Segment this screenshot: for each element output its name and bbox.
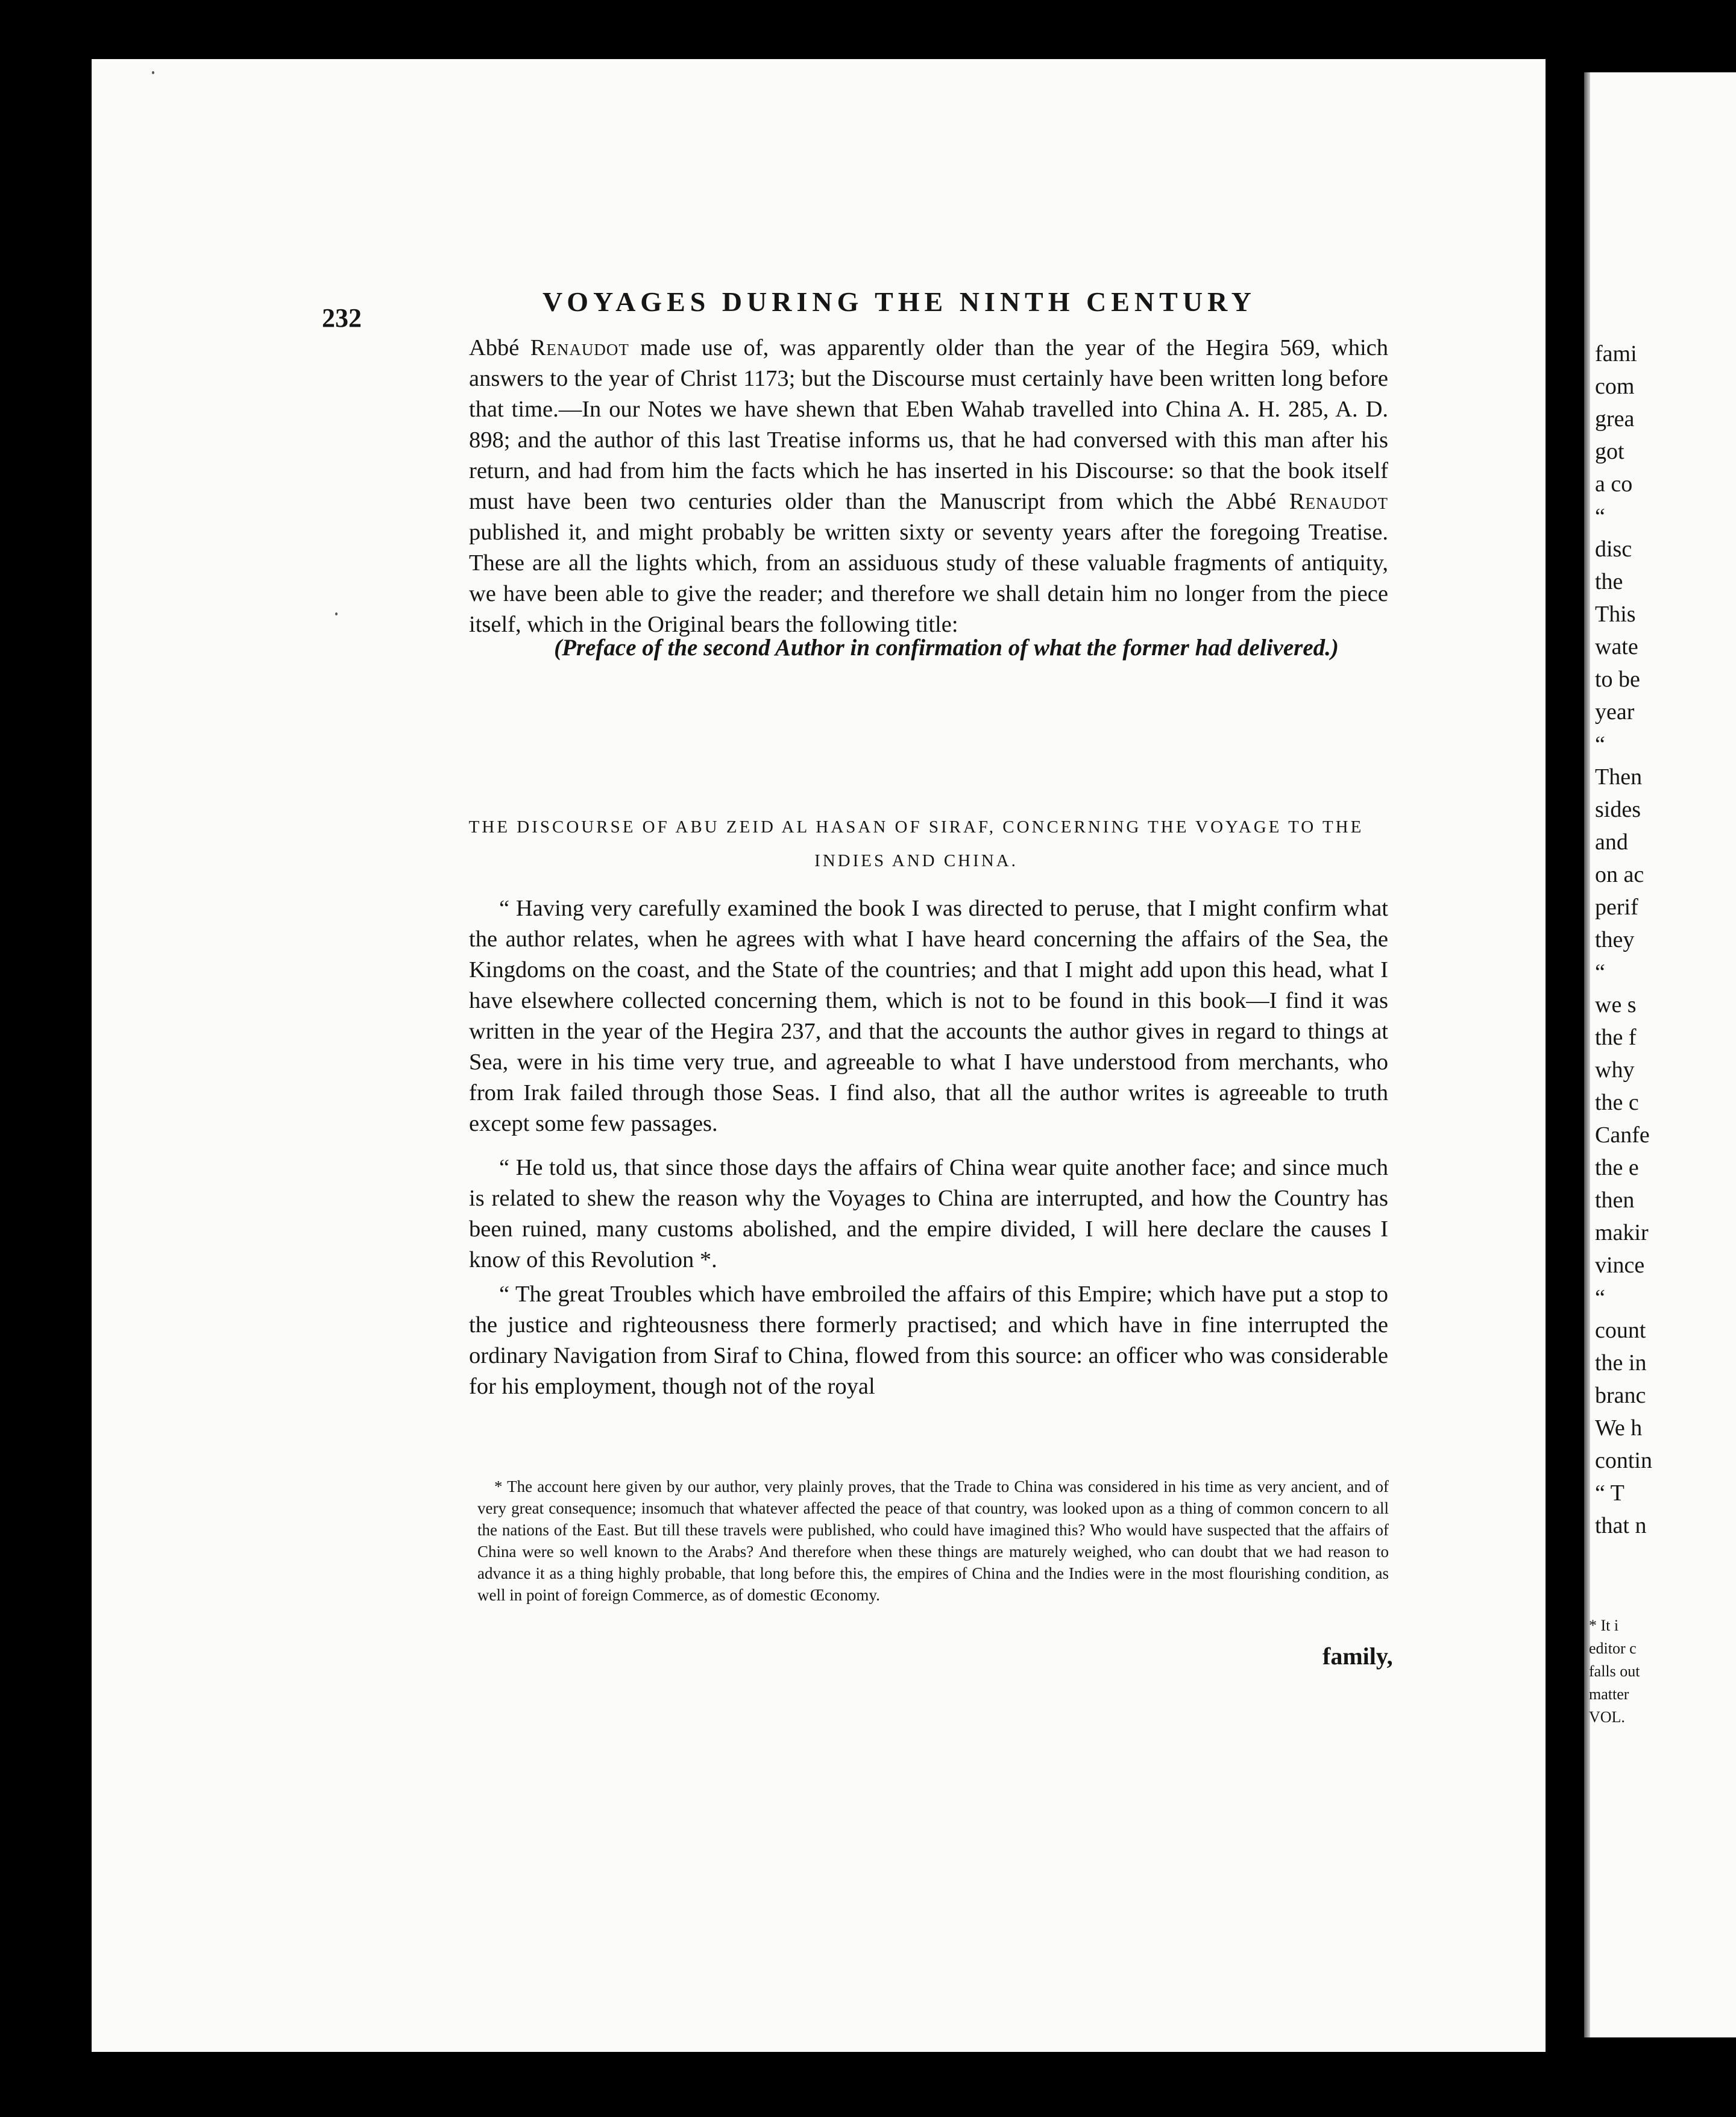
facing-page-line: year bbox=[1595, 699, 1635, 725]
facing-page-line: disc bbox=[1595, 536, 1632, 562]
facing-page-footnote-line: matter bbox=[1589, 1685, 1629, 1703]
facing-page-line: we s bbox=[1595, 992, 1637, 1018]
facing-page-footnote bbox=[1589, 1614, 1734, 1729]
facing-page-line: com bbox=[1595, 374, 1635, 399]
facing-page-line: and bbox=[1595, 829, 1628, 855]
discourse-heading: THE DISCOURSE OF ABU ZEID AL HASAN OF SIRAF, CONCERNING THE VOYAGE TO THE INDIES AND CHINA. bbox=[468, 817, 1364, 870]
facing-page-line: Then bbox=[1595, 764, 1643, 790]
running-head: VOYAGES DURING THE NINTH CENTURY bbox=[542, 286, 1256, 317]
facing-page-line: got bbox=[1595, 439, 1624, 464]
preface-note: (Preface of the second Author in confirmation of what the former had delivered.) bbox=[554, 635, 1339, 661]
facing-page-line: count bbox=[1595, 1318, 1646, 1343]
paper-speck bbox=[335, 612, 338, 615]
facing-page-footnote-line: editor c bbox=[1589, 1640, 1637, 1657]
facing-page-line: the in bbox=[1595, 1350, 1647, 1376]
facing-page-line: Canfe bbox=[1595, 1122, 1650, 1148]
facing-page-line: on ac bbox=[1595, 862, 1644, 887]
paper-speck bbox=[152, 71, 154, 74]
facing-page-line: grea bbox=[1595, 406, 1635, 432]
facing-page-line: “ bbox=[1595, 1285, 1605, 1310]
facing-page-line: why bbox=[1595, 1057, 1635, 1083]
facing-page-line: a co bbox=[1595, 471, 1633, 497]
body-paragraph: “ Having very carefully examined the book I was directed to peruse, that I might confirm what the author relates, when he agrees with what I have heard concerning the affairs of the Sea, the Kingdoms on the coast, and the State of the countries; and that I might add upon this head, what I have elsewhere collected concerning them, which is not to be found in this book—I find it was written in the year of the Hegira 237, and that the accounts the author gives in regard to things at Sea, were in his time very true, and agreeable to what I have understood from merchants, who from Irak failed through those Seas. I find also, that all the author writes is agreeable to truth except some few passages. bbox=[469, 896, 1388, 1136]
facing-page-line: sides bbox=[1595, 797, 1641, 822]
facing-page-line: the bbox=[1595, 569, 1623, 594]
facing-page-line: wate bbox=[1595, 634, 1638, 659]
facing-page-line: “ bbox=[1595, 960, 1605, 985]
facing-page-line: they bbox=[1595, 927, 1635, 952]
facing-page-line: We h bbox=[1595, 1415, 1643, 1441]
facing-page-line: makir bbox=[1595, 1220, 1649, 1245]
facing-page-line: the e bbox=[1595, 1155, 1639, 1180]
facing-page-text bbox=[1595, 338, 1736, 1542]
page-gutter bbox=[1584, 72, 1590, 2037]
facing-page-line: the f bbox=[1595, 1025, 1637, 1050]
facing-page-line: “ bbox=[1595, 732, 1605, 757]
facing-page-footnote-line: * It i bbox=[1589, 1617, 1619, 1634]
facing-page-line: then bbox=[1595, 1187, 1635, 1213]
facing-page-line: the c bbox=[1595, 1090, 1639, 1115]
facing-page-footnote-line: falls out bbox=[1589, 1662, 1640, 1680]
catchword: family, bbox=[1322, 1643, 1393, 1670]
facing-page-line: to be bbox=[1595, 667, 1640, 692]
facing-page-line: contin bbox=[1595, 1448, 1652, 1473]
facing-page-footnote-line: VOL. bbox=[1589, 1708, 1625, 1726]
facing-page-line: “ T bbox=[1595, 1480, 1624, 1506]
body-paragraph: Abbé Renaudot made use of, was apparently older than the year of the Hegira 569, which answers to the year of Christ 1173; but the Discourse must certainly have been written long before that time.—In our Notes we have shewn that Eben Wahab travelled into China A. H. 285, A. D. 898; and the author of this last Treatise informs us, that he had conversed with this man after his return, and had from him the facts which he has inserted in his Discourse: so that the book itself must have been two centuries older than the Manuscript from which the Abbé Renaudot published it, and might probably be written sixty or seventy years after the foregoing Treatise. These are all the lights which, from an assiduous study of these valuable fragments of antiquity, we have been able to give the reader; and therefore we shall detain him no longer from the piece itself, which in the Original bears the following title: bbox=[469, 335, 1388, 637]
facing-page-line: “ bbox=[1595, 504, 1605, 529]
page-number: 232 bbox=[322, 303, 362, 333]
footnote: * The account here given by our author, very plainly proves, that the Trade to China was considered in his time as very ancient, and of very great consequence; insomuch that whatever affected the peace of that country, was looked upon as a thing of common concern to all the nations of the East. But till these travels were published, who could have imagined this? Who would have suspected that the affairs of China were so well known to the Arabs? And therefore when these things are maturely weighed, who can doubt that we had reason to advance it as a thing highly probable, that long before this, the empires of China and the Indies were in the most flourishing condition, as well in point of foreign Commerce, as of domestic Œconomy. bbox=[477, 1477, 1389, 1604]
body-paragraph: “ He told us, that since those days the affairs of China wear quite another face; and since much is related to shew the reason why the Voyages to China are interrupted, and how the Country has been ruined, many customs abolished, and the empire divided, I will here declare the causes I know of this Revolution *. bbox=[469, 1155, 1388, 1272]
facing-page-line: fami bbox=[1595, 341, 1637, 366]
facing-page-line: perif bbox=[1595, 895, 1638, 920]
facing-page-line: branc bbox=[1595, 1383, 1646, 1408]
facing-page-line: vince bbox=[1595, 1253, 1645, 1278]
body-paragraph: “ The great Troubles which have embroiled the affairs of this Empire; which have put a stop to the justice and righteousness there formerly practised; and which have in fine interrupted the ordinary Navigation from Siraf to China, flowed from this source: an officer who was considerable for his employment, though not of the royal bbox=[469, 1282, 1388, 1399]
facing-page-edge bbox=[1584, 72, 1736, 2037]
facing-page-line: that n bbox=[1595, 1513, 1647, 1538]
facing-page-line: This bbox=[1595, 602, 1636, 627]
